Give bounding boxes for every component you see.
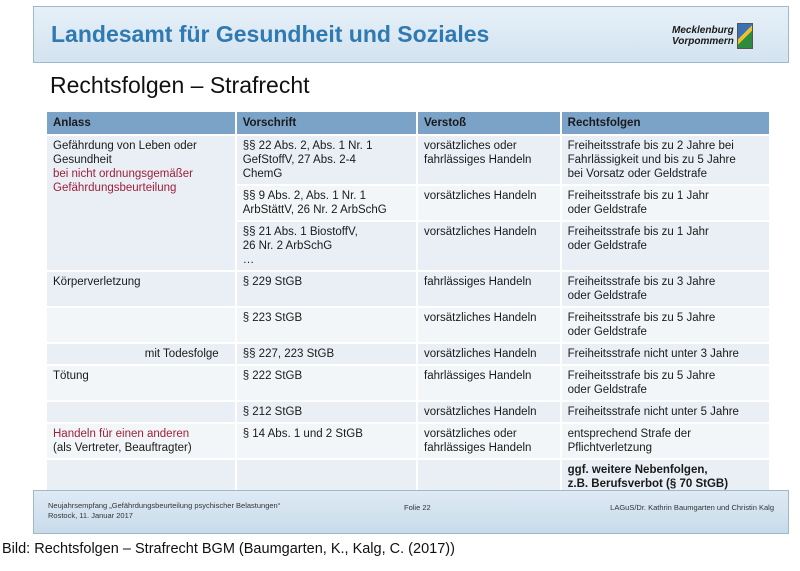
rechtsfolgen-table — [45, 110, 771, 496]
verstoss-cell: vorsätzliches Handeln — [417, 307, 561, 343]
anlass-cell — [46, 401, 236, 423]
image-caption: Bild: Rechtsfolgen – Strafrecht BGM (Baumgarten, K., Kalg, C. (2017)) — [2, 541, 455, 557]
vorschrift-cell: § 222 StGB — [236, 365, 417, 401]
rechtsfolgen-cell: Freiheitsstrafe bis zu 1 Jahr oder Geldstrafe — [561, 221, 770, 271]
header-title: Landesamt für Gesundheit und Soziales — [51, 21, 490, 47]
table-row — [46, 401, 770, 423]
verstoss-cell: vorsätzliches Handeln — [417, 185, 561, 221]
anlass-cell: Handeln für einen anderen (als Vertreter, Beauftragter) — [46, 423, 236, 459]
verstoss-cell: vorsätzliches Handeln — [417, 401, 561, 423]
logo-line2: Vorpommern — [672, 36, 734, 47]
vorschrift-cell: § 223 StGB — [236, 307, 417, 343]
table-row — [46, 307, 770, 343]
table-row — [46, 343, 770, 365]
footer-slide-number: Folie 22 — [404, 503, 431, 512]
slide-footer — [33, 490, 789, 534]
table-row — [46, 135, 770, 185]
table-row — [46, 271, 770, 307]
anlass-cell — [46, 307, 236, 343]
rechtsfolgen-cell: Freiheitsstrafe bis zu 5 Jahre oder Geldstrafe — [561, 365, 770, 401]
table-header-row — [46, 111, 770, 135]
logo-line1: Mecklenburg — [672, 25, 734, 36]
anlass-cell: mit Todesfolge — [46, 343, 236, 365]
slide-header — [33, 6, 789, 63]
rechtsfolgen-cell: ggf. weitere Nebenfolgen, z.B. Berufsverbot (§ 70 StGB) — [561, 459, 770, 495]
col-header-verstoss: Verstoß — [417, 111, 561, 135]
anlass-cell: Körperverletzung — [46, 271, 236, 307]
anlass-cell: Gefährdung von Leben oder Gesundheit bei nicht ordnungsgemäßer Gefährdungsbeurteilung — [46, 135, 236, 271]
vorschrift-cell: § 212 StGB — [236, 401, 417, 423]
vorschrift-cell: §§ 21 Abs. 1 BiostoffV, 26 Nr. 2 ArbSchG … — [236, 221, 417, 271]
rechtsfolgen-cell: Freiheitsstrafe bis zu 5 Jahre oder Geldstrafe — [561, 307, 770, 343]
vorschrift-cell: § 229 StGB — [236, 271, 417, 307]
rechtsfolgen-cell: Freiheitsstrafe bis zu 3 Jahre oder Geldstrafe — [561, 271, 770, 307]
verstoss-cell: fahrlässiges Handeln — [417, 271, 561, 307]
footer-event: Neujahrsempfang „Gefährdungsbeurteilung psychischer Belastungen“ Rostock, 11. Januar 2017 — [48, 501, 281, 520]
verstoss-cell: vorsätzliches oder fahrlässiges Handeln — [417, 423, 561, 459]
col-header-rechtsfolgen: Rechtsfolgen — [561, 111, 770, 135]
vorschrift-cell: §§ 22 Abs. 2, Abs. 1 Nr. 1 GefStoffV, 27 Abs. 2-4 ChemG — [236, 135, 417, 185]
slide — [33, 6, 789, 536]
rechtsfolgen-cell: Freiheitsstrafe bis zu 1 Jahr oder Geldstrafe — [561, 185, 770, 221]
slide-title: Rechtsfolgen – Strafrecht — [50, 72, 310, 98]
vorschrift-cell: §§ 227, 223 StGB — [236, 343, 417, 365]
col-header-vorschrift: Vorschrift — [236, 111, 417, 135]
flag-icon — [737, 23, 753, 49]
rechtsfolgen-cell: Freiheitsstrafe nicht unter 5 Jahre — [561, 401, 770, 423]
rechtsfolgen-cell: Freiheitsstrafe nicht unter 3 Jahre — [561, 343, 770, 365]
col-header-anlass: Anlass — [46, 111, 236, 135]
vorschrift-cell: §§ 9 Abs. 2, Abs. 1 Nr. 1 ArbStättV, 26 Nr. 2 ArbSchG — [236, 185, 417, 221]
rechtsfolgen-cell: entsprechend Strafe der Pflichtverletzung — [561, 423, 770, 459]
verstoss-cell: fahrlässiges Handeln — [417, 365, 561, 401]
table-row — [46, 423, 770, 459]
rechtsfolgen-cell: Freiheitsstrafe bis zu 2 Jahre bei Fahrlässigkeit und bis zu 5 Jahre bei Vorsatz oder Geldstrafe — [561, 135, 770, 185]
verstoss-cell: vorsätzliches oder fahrlässiges Handeln — [417, 135, 561, 185]
anlass-cell: Tötung — [46, 365, 236, 401]
vorschrift-cell: § 14 Abs. 1 und 2 StGB — [236, 423, 417, 459]
table-row — [46, 365, 770, 401]
footer-authors: LAGuS/Dr. Kathrin Baumgarten und Christin Kalg — [610, 503, 774, 512]
verstoss-cell: vorsätzliches Handeln — [417, 343, 561, 365]
mv-logo — [672, 19, 774, 53]
verstoss-cell: vorsätzliches Handeln — [417, 221, 561, 271]
